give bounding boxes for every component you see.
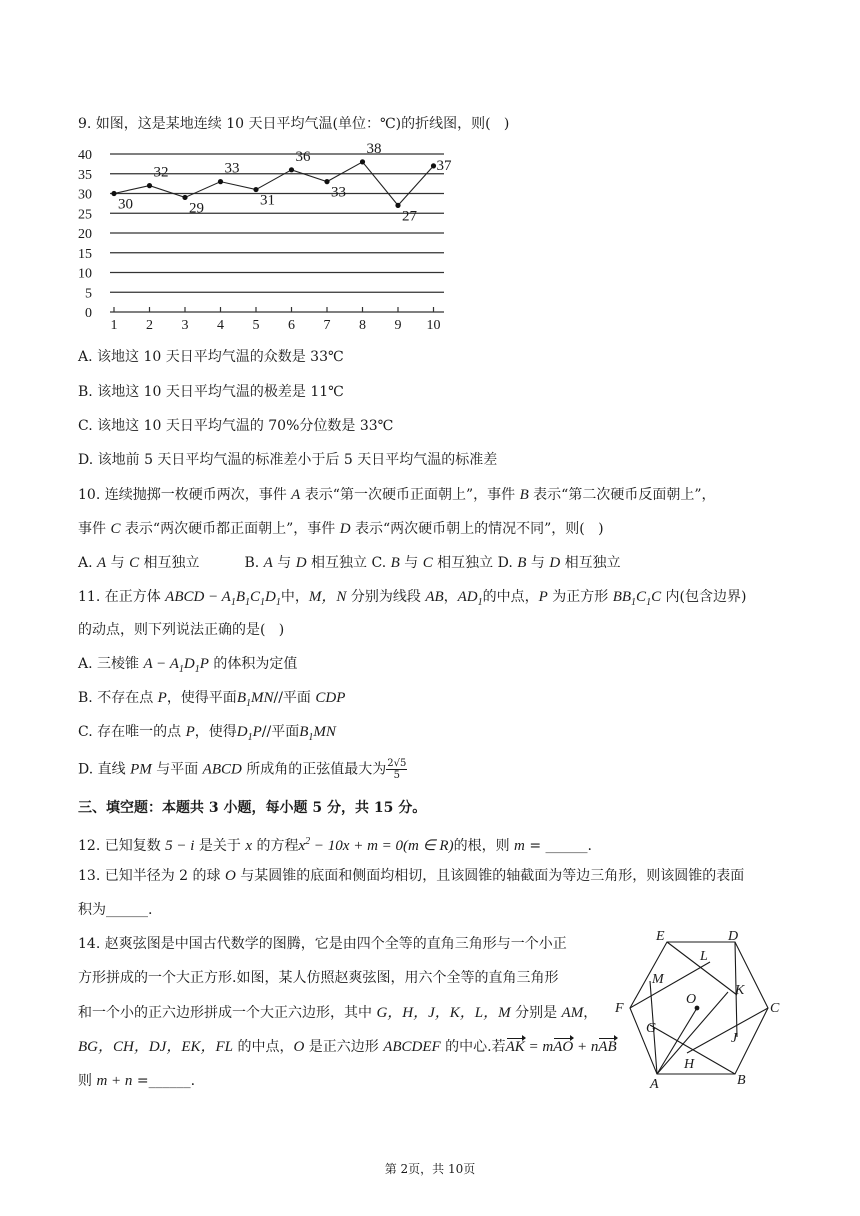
x-tick-label-10: 10 (426, 318, 441, 333)
y-tick-label-0: 0 (85, 306, 92, 321)
label-F: F (615, 1001, 624, 1016)
segment-C-H (687, 1008, 768, 1053)
fraction-2root5-over-5: $\frac{2√5}{5}$ (387, 758, 407, 781)
q14-line5: 则 m + n =______. (78, 1073, 196, 1089)
q9-stem: 9. 如图，这是某地连续 10 天日平均气温(单位：℃)的折线图，则( ) (78, 116, 510, 132)
label-E: E (656, 929, 665, 944)
data-label-day-9: 27 (402, 208, 417, 225)
q9-option-b: B. 该地这 10 天日平均气温的极差是 11℃ (78, 384, 344, 400)
x-tick-label-7: 7 (323, 318, 331, 333)
q11-option-a: A. 三棱锥 $A - A_1D_1P$ 的体积为定值 (78, 656, 298, 675)
x-tick-label-1: 1 (110, 318, 118, 333)
q9-option-d: D. 该地前 5 天日平均气温的标准差小于后 5 天日平均气温的标准差 (78, 452, 498, 468)
q11-option-c: C. 存在唯一的点 P，使得$D_1P//$平面$B_1MN$ (78, 724, 336, 743)
label-A: A (650, 1077, 659, 1088)
q10-line1: 10. 连续抛掷一枚硬币两次，事件 A 表示“第一次硬币正面朝上”，事件 B 表示“第二次硬币反面朝上”， (78, 487, 716, 503)
q14-line1: 14. 赵爽弦图是中国古代数学的图腾，它是由四个全等的直角三角形与一个小正 (78, 936, 567, 952)
data-point-day-4 (218, 179, 223, 184)
data-point-day-10 (431, 163, 436, 168)
label-L: L (700, 949, 708, 964)
data-point-day-6 (289, 167, 294, 172)
data-point-day-5 (253, 187, 258, 192)
temperature-line-chart (72, 142, 462, 334)
y-tick-label-5: 5 (85, 286, 92, 302)
y-tick-label-40: 40 (78, 148, 92, 163)
section-3-heading: 三、填空题：本题共 3 小题，每小题 5 分，共 15 分。 (78, 800, 427, 816)
q11-option-b: B. 不存在点 P，使得平面$B_1MN//$平面 CDP (78, 690, 346, 709)
data-label-day-3: 29 (189, 200, 204, 217)
label-M: M (652, 972, 664, 987)
data-point-day-3 (182, 195, 187, 200)
x-tick-label-2: 2 (146, 318, 153, 333)
q9-option-c: C. 该地这 10 天日平均气温的 70%分位数是 33℃ (78, 418, 394, 434)
data-point-day-2 (147, 183, 152, 188)
x-tick-label-5: 5 (252, 318, 260, 333)
q14-line4: BG，CH，DJ，EK，FL 的中点，O 是正六边形 ABCDEF 的中心.若AK = mAO + nAB (78, 1039, 617, 1055)
segment-F-L (630, 962, 710, 1008)
data-point-day-8 (360, 159, 365, 164)
q10-option-c: C. B 与 C 相互独立 (371, 555, 494, 571)
y-tick-label-10: 10 (78, 266, 92, 282)
data-label-day-4: 33 (224, 160, 240, 177)
label-H: H (684, 1057, 695, 1072)
q10-options (78, 553, 621, 573)
q10-option-a: A. A 与 C 相互独立 (78, 555, 200, 571)
q13-line1: 13. 已知半径为 2 的球 O 与某圆锥的底面和侧面均相切，且该圆锥的轴截面为等边三角形，则该圆锥的表面 (78, 868, 745, 884)
page-footer: 第 2页，共 10页 (384, 1162, 476, 1176)
label-G: G (646, 1021, 657, 1036)
x-tick-label-6: 6 (288, 318, 295, 333)
y-tick-label-15: 15 (78, 246, 92, 262)
data-label-day-5: 31 (260, 192, 275, 209)
data-label-day-7: 33 (331, 184, 346, 201)
zhao-shuang-hexagon-figure (610, 928, 790, 1088)
label-D: D (728, 929, 739, 944)
label-O: O (686, 992, 697, 1007)
q10-option-d: D. B 与 D 相互独立 (497, 555, 621, 571)
q13-line2: 积为______. (78, 902, 153, 918)
label-K: K (735, 983, 745, 998)
q11-line1: 11. 在正方体 ABCD − $A_1B_1C_1D_1$中，M，N 分别为线段 AB，$AD_1$的中点，P 为正方形 $BB_1C_1C$ 内(包含边界) (78, 589, 747, 608)
chart-x-ticks (110, 307, 444, 333)
y-tick-label-20: 20 (78, 227, 92, 242)
label-B: B (737, 1073, 746, 1088)
q12: 12. 已知复数 5 − i 是关于 x 的方程$x^2 - 10x + m = 0(m$ ∈ R)的根，则 m = ______. (78, 836, 592, 854)
data-label-day-6: 36 (295, 148, 311, 165)
data-label-day-8: 38 (366, 142, 382, 157)
label-J: J (731, 1031, 738, 1046)
y-tick-label-30: 30 (78, 187, 92, 203)
q10-option-b: B. A 与 D 相互独立 (244, 555, 368, 571)
q14-line3: 和一个小的正六边形拼成一个大正六边形，其中 G，H，J，K，L，M 分别是 AM， (78, 1005, 598, 1021)
label-C: C (770, 1001, 780, 1016)
y-tick-label-35: 35 (78, 167, 92, 183)
q11-line2: 的动点，则下列说法正确的是( ) (78, 622, 285, 638)
data-label-day-10: 37 (436, 157, 452, 174)
q9-option-a: A. 该地这 10 天日平均气温的众数是 33℃ (78, 349, 344, 365)
data-point-day-9 (395, 203, 400, 208)
x-tick-label-9: 9 (394, 318, 402, 333)
data-label-day-1: 30 (118, 196, 133, 213)
x-tick-label-3: 3 (181, 318, 189, 333)
x-tick-label-8: 8 (359, 318, 366, 333)
data-point-day-7 (324, 179, 329, 184)
q14-line2: 方形拼成的一个大正方形.如图，某人仿照赵爽弦图，用六个全等的直角三角形 (78, 970, 559, 986)
chart-y-ticks (78, 148, 92, 321)
data-point-day-1 (111, 191, 116, 196)
x-tick-label-4: 4 (217, 318, 224, 333)
q11-option-d: D. 直线 PM 与平面 ABCD 所成角的正弦值最大为 $\frac{2√5}{5}$ (78, 758, 407, 781)
q10-line2: 事件 C 表示“两次硬币都正面朝上”，事件 D 表示“两次硬币朝上的情况不同”，则( ) (78, 521, 604, 537)
y-tick-label-25: 25 (78, 207, 92, 223)
data-label-day-2: 32 (153, 164, 169, 181)
